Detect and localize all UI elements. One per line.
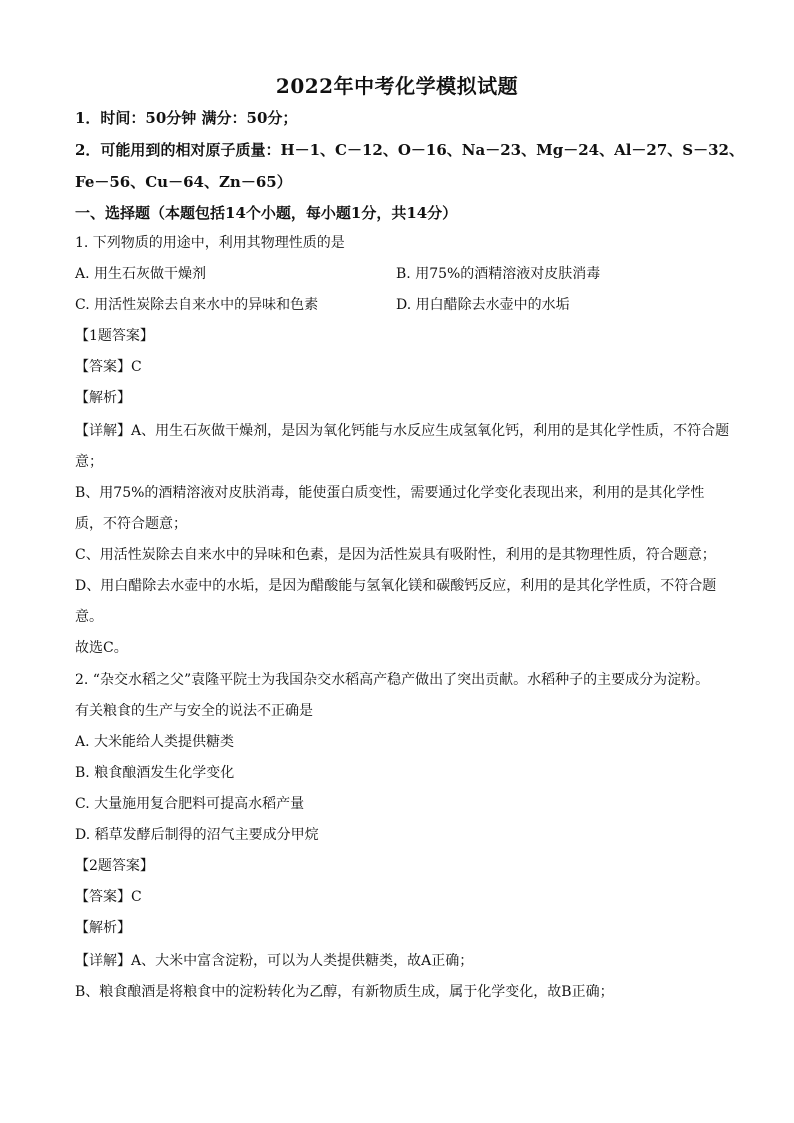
q2-option-a: A. 大米能给人类提供糖类 (75, 734, 235, 750)
atomic-mass-info: 2．可能用到的相对原子质量：H－1、C－12、O－16、Na－23、Mg－24、Al－27、S－32、 (75, 141, 744, 159)
q1-detail-b-cont: 质，不符合题意； (75, 516, 187, 532)
q2-answer: 【答案】C (75, 889, 142, 905)
q1-detail-c: C、用活性炭除去自来水中的异味和色素，是因为活性炭具有吸附性，利用的是其物理性质，符合题意； (75, 547, 716, 563)
q2-stem: 2. “杂交水稻之父”袁隆平院士为我国杂交水稻高产稳产做出了突出贡献。水稻种子的主要成分为淀粉。 (75, 672, 710, 688)
q1-analysis-tag: 【解析】 (75, 390, 131, 406)
q1-option-c: C. 用活性炭除去自来水中的异味和色素 (75, 297, 319, 313)
q1-option-a: A. 用生石灰做干燥剂 (75, 266, 207, 282)
q2-answer-tag: 【2题答案】 (75, 858, 154, 874)
q1-option-b: B. 用75%的酒精溶液对皮肤消毒 (396, 266, 601, 282)
q1-detail-a-cont: 意； (75, 454, 103, 470)
q1-stem: 1. 下列物质的用途中，利用其物理性质的是 (75, 235, 345, 251)
q2-detail-a: 【详解】A、大米中富含淀粉，可以为人类提供糖类，故A正确； (75, 953, 474, 969)
q2-stem-cont: 有关粮食的生产与安全的说法不正确是 (75, 703, 313, 719)
q2-option-b: B. 粮食酿酒发生化学变化 (75, 765, 235, 781)
q1-conclusion: 故选C。 (75, 640, 128, 656)
page-title: 2022年中考化学模拟试题 (275, 74, 519, 98)
atomic-mass-info-cont: Fe－56、Cu－64、Zn－65） (75, 173, 292, 191)
q2-detail-b: B、粮食酿酒是将粮食中的淀粉转化为乙醇，有新物质生成，属于化学变化，故B正确； (75, 984, 614, 1000)
q1-detail-d: D、用白醋除去水壶中的水垢，是因为醋酸能与氢氧化镁和碳酸钙反应，利用的是其化学性质，不符合题 (75, 578, 717, 594)
q2-option-d: D. 稻草发酵后制得的沼气主要成分甲烷 (75, 827, 319, 843)
q1-option-d: D. 用白醋除去水壶中的水垢 (396, 297, 570, 313)
q1-answer-tag: 【1题答案】 (75, 328, 154, 344)
q2-analysis-tag: 【解析】 (75, 920, 131, 936)
q1-detail-d-cont: 意。 (75, 609, 103, 625)
q1-detail-b: B、用75%的酒精溶液对皮肤消毒，能使蛋白质变性，需要通过化学变化表现出来，利用的是其化学性 (75, 485, 705, 501)
q2-option-c: C. 大量施用复合肥料可提高水稻产量 (75, 796, 305, 812)
section-header: 一、选择题（本题包括14个小题，每小题1分，共14分） (75, 204, 458, 222)
exam-time-info: 1．时间：50分钟 满分：50分； (75, 109, 298, 127)
q1-detail-a: 【详解】A、用生石灰做干燥剂，是因为氧化钙能与水反应生成氢氧化钙，利用的是其化学性质，不符合题 (75, 423, 730, 439)
q1-answer: 【答案】C (75, 359, 142, 375)
